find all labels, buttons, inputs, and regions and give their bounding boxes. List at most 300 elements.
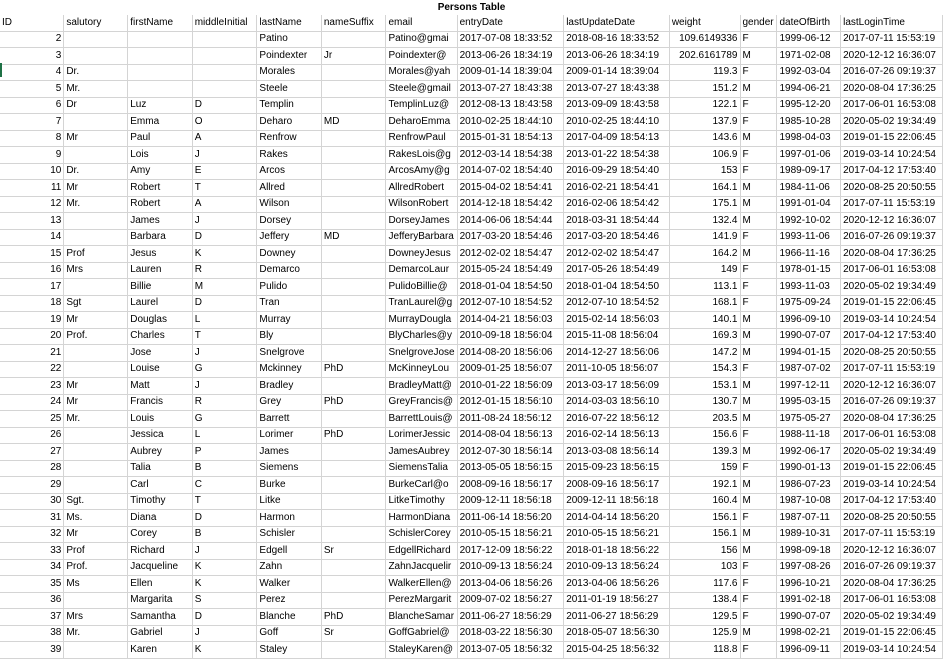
cell-firstName[interactable]: Lauren <box>128 262 192 279</box>
cell-nameSuffix[interactable] <box>321 130 386 147</box>
cell-weight[interactable]: 160.4 <box>669 493 740 510</box>
cell-nameSuffix[interactable] <box>321 81 386 98</box>
cell-firstName[interactable]: Luz <box>128 97 192 114</box>
cell-email[interactable]: DorseyJames <box>386 213 457 230</box>
cell-gender[interactable]: F <box>740 427 777 444</box>
cell-middleInitial[interactable]: K <box>192 576 257 593</box>
cell-email[interactable]: SchislerCorey <box>386 526 457 543</box>
cell-lastLoginTime[interactable]: 2020-08-25 20:50:55 <box>841 345 943 362</box>
cell-entryDate[interactable]: 2018-03-22 18:56:30 <box>457 625 564 642</box>
cell-salutory[interactable]: Mr <box>64 394 128 411</box>
cell-salutory[interactable] <box>64 460 128 477</box>
cell-weight[interactable]: 122.1 <box>669 97 740 114</box>
cell-gender[interactable]: M <box>740 196 777 213</box>
cell-firstName[interactable]: Talia <box>128 460 192 477</box>
cell-entryDate[interactable]: 2014-08-04 18:56:13 <box>457 427 564 444</box>
cell-nameSuffix[interactable]: Jr <box>321 48 386 65</box>
cell-lastLoginTime[interactable]: 2020-12-12 16:36:07 <box>841 48 943 65</box>
cell-lastLoginTime[interactable]: 2020-08-04 17:36:25 <box>841 576 943 593</box>
cell-firstName[interactable]: Robert <box>128 180 192 197</box>
cell-middleInitial[interactable]: G <box>192 411 257 428</box>
cell-nameSuffix[interactable] <box>321 642 386 659</box>
column-header-nameSuffix[interactable]: nameSuffix <box>321 15 386 31</box>
cell-salutory[interactable]: Mr <box>64 130 128 147</box>
cell-gender[interactable]: F <box>740 147 777 164</box>
cell-lastUpdateDate[interactable]: 2013-04-06 18:56:26 <box>564 576 670 593</box>
cell-gender[interactable]: F <box>740 592 777 609</box>
cell-weight[interactable]: 140.1 <box>669 312 740 329</box>
cell-firstName[interactable]: Jessica <box>128 427 192 444</box>
cell-lastUpdateDate[interactable]: 2016-02-06 18:54:42 <box>564 196 670 213</box>
cell-middleInitial[interactable]: D <box>192 97 257 114</box>
cell-nameSuffix[interactable] <box>321 477 386 494</box>
cell-lastUpdateDate[interactable]: 2015-11-08 18:56:04 <box>564 328 670 345</box>
cell-entryDate[interactable]: 2013-04-06 18:56:26 <box>457 576 564 593</box>
cell-ID[interactable]: 5 <box>0 81 64 98</box>
cell-lastLoginTime[interactable]: 2020-08-25 20:50:55 <box>841 180 943 197</box>
cell-firstName[interactable]: Emma <box>128 114 192 131</box>
cell-middleInitial[interactable]: J <box>192 543 257 560</box>
cell-lastUpdateDate[interactable]: 2018-01-04 18:54:50 <box>564 279 670 296</box>
cell-dateOfBirth[interactable]: 1988-11-18 <box>777 427 841 444</box>
cell-gender[interactable]: F <box>740 460 777 477</box>
cell-lastName[interactable]: Edgell <box>257 543 321 560</box>
cell-ID[interactable]: 38 <box>0 625 64 642</box>
cell-salutory[interactable] <box>64 642 128 659</box>
cell-dateOfBirth[interactable]: 1971-02-08 <box>777 48 841 65</box>
cell-dateOfBirth[interactable]: 1997-08-26 <box>777 559 841 576</box>
cell-lastName[interactable]: Pulido <box>257 279 321 296</box>
cell-nameSuffix[interactable] <box>321 345 386 362</box>
cell-lastLoginTime[interactable]: 2019-01-15 22:06:45 <box>841 130 943 147</box>
cell-lastLoginTime[interactable]: 2019-01-15 22:06:45 <box>841 625 943 642</box>
cell-dateOfBirth[interactable]: 1992-06-17 <box>777 444 841 461</box>
cell-middleInitial[interactable]: C <box>192 477 257 494</box>
cell-gender[interactable]: M <box>740 543 777 560</box>
cell-ID[interactable]: 7 <box>0 114 64 131</box>
cell-ID[interactable]: 11 <box>0 180 64 197</box>
cell-dateOfBirth[interactable]: 1987-10-08 <box>777 493 841 510</box>
cell-weight[interactable]: 175.1 <box>669 196 740 213</box>
cell-lastLoginTime[interactable]: 2017-07-11 15:53:19 <box>841 31 943 48</box>
cell-gender[interactable]: M <box>740 444 777 461</box>
cell-ID[interactable]: 4 <box>0 64 64 81</box>
cell-salutory[interactable]: Dr. <box>64 163 128 180</box>
cell-middleInitial[interactable]: T <box>192 328 257 345</box>
cell-weight[interactable]: 156.1 <box>669 526 740 543</box>
cell-ID[interactable]: 21 <box>0 345 64 362</box>
cell-firstName[interactable]: Louis <box>128 411 192 428</box>
cell-entryDate[interactable]: 2014-08-20 18:56:06 <box>457 345 564 362</box>
cell-gender[interactable]: F <box>740 559 777 576</box>
cell-gender[interactable]: F <box>740 609 777 626</box>
cell-middleInitial[interactable] <box>192 48 257 65</box>
cell-lastName[interactable]: Dorsey <box>257 213 321 230</box>
cell-salutory[interactable] <box>64 279 128 296</box>
cell-salutory[interactable]: Sgt. <box>64 493 128 510</box>
cell-lastUpdateDate[interactable]: 2012-07-10 18:54:52 <box>564 295 670 312</box>
cell-nameSuffix[interactable] <box>321 246 386 263</box>
cell-firstName[interactable]: James <box>128 213 192 230</box>
cell-lastUpdateDate[interactable]: 2014-12-27 18:56:06 <box>564 345 670 362</box>
cell-entryDate[interactable]: 2012-08-13 18:43:58 <box>457 97 564 114</box>
cell-weight[interactable]: 159 <box>669 460 740 477</box>
cell-lastLoginTime[interactable]: 2020-05-02 19:34:49 <box>841 279 943 296</box>
cell-gender[interactable]: F <box>740 31 777 48</box>
cell-salutory[interactable] <box>64 229 128 246</box>
cell-salutory[interactable] <box>64 592 128 609</box>
cell-middleInitial[interactable] <box>192 81 257 98</box>
cell-ID[interactable]: 6 <box>0 97 64 114</box>
cell-gender[interactable]: F <box>740 262 777 279</box>
cell-salutory[interactable] <box>64 361 128 378</box>
cell-firstName[interactable]: Jesus <box>128 246 192 263</box>
cell-lastUpdateDate[interactable]: 2013-03-08 18:56:14 <box>564 444 670 461</box>
cell-email[interactable]: TranLaurel@g <box>386 295 457 312</box>
cell-middleInitial[interactable]: D <box>192 229 257 246</box>
cell-ID[interactable]: 29 <box>0 477 64 494</box>
cell-dateOfBirth[interactable]: 1993-11-03 <box>777 279 841 296</box>
cell-lastLoginTime[interactable]: 2017-04-12 17:53:40 <box>841 328 943 345</box>
cell-weight[interactable]: 103 <box>669 559 740 576</box>
column-header-dateOfBirth[interactable]: dateOfBirth <box>777 15 841 31</box>
cell-lastName[interactable]: Murray <box>257 312 321 329</box>
cell-gender[interactable]: F <box>740 97 777 114</box>
cell-lastName[interactable]: Patino <box>257 31 321 48</box>
cell-entryDate[interactable]: 2013-05-05 18:56:15 <box>457 460 564 477</box>
cell-nameSuffix[interactable]: PhD <box>321 427 386 444</box>
cell-firstName[interactable] <box>128 48 192 65</box>
cell-email[interactable]: TemplinLuz@ <box>386 97 457 114</box>
cell-lastLoginTime[interactable]: 2017-06-01 16:53:08 <box>841 97 943 114</box>
cell-gender[interactable]: M <box>740 411 777 428</box>
cell-entryDate[interactable]: 2015-05-24 18:54:49 <box>457 262 564 279</box>
cell-weight[interactable]: 117.6 <box>669 576 740 593</box>
cell-lastLoginTime[interactable]: 2017-07-11 15:53:19 <box>841 526 943 543</box>
cell-lastUpdateDate[interactable]: 2011-01-19 18:56:27 <box>564 592 670 609</box>
cell-nameSuffix[interactable] <box>321 526 386 543</box>
cell-ID[interactable]: 10 <box>0 163 64 180</box>
cell-middleInitial[interactable]: M <box>192 279 257 296</box>
cell-ID[interactable]: 2 <box>0 31 64 48</box>
cell-email[interactable]: DowneyJesus <box>386 246 457 263</box>
cell-weight[interactable]: 119.3 <box>669 64 740 81</box>
cell-ID[interactable]: 3 <box>0 48 64 65</box>
cell-entryDate[interactable]: 2012-01-15 18:56:10 <box>457 394 564 411</box>
cell-lastLoginTime[interactable]: 2019-03-14 10:24:54 <box>841 312 943 329</box>
cell-middleInitial[interactable]: K <box>192 642 257 659</box>
cell-salutory[interactable]: Dr. <box>64 64 128 81</box>
cell-dateOfBirth[interactable]: 1997-12-11 <box>777 378 841 395</box>
cell-middleInitial[interactable]: J <box>192 147 257 164</box>
cell-salutory[interactable] <box>64 48 128 65</box>
cell-salutory[interactable] <box>64 427 128 444</box>
cell-salutory[interactable] <box>64 345 128 362</box>
cell-weight[interactable]: 151.2 <box>669 81 740 98</box>
cell-lastUpdateDate[interactable]: 2018-08-16 18:33:52 <box>564 31 670 48</box>
cell-entryDate[interactable]: 2013-07-05 18:56:32 <box>457 642 564 659</box>
cell-entryDate[interactable]: 2017-07-08 18:33:52 <box>457 31 564 48</box>
cell-lastUpdateDate[interactable]: 2016-02-21 18:54:41 <box>564 180 670 197</box>
cell-gender[interactable]: F <box>740 361 777 378</box>
cell-middleInitial[interactable]: L <box>192 312 257 329</box>
cell-email[interactable]: GoffGabriel@ <box>386 625 457 642</box>
cell-email[interactable]: SiemensTalia <box>386 460 457 477</box>
cell-weight[interactable]: 139.3 <box>669 444 740 461</box>
cell-email[interactable]: BlancheSamar <box>386 609 457 626</box>
cell-lastLoginTime[interactable]: 2019-03-14 10:24:54 <box>841 477 943 494</box>
cell-weight[interactable]: 132.4 <box>669 213 740 230</box>
cell-gender[interactable]: M <box>740 394 777 411</box>
cell-email[interactable]: DemarcoLaur <box>386 262 457 279</box>
cell-nameSuffix[interactable] <box>321 213 386 230</box>
cell-ID[interactable]: 16 <box>0 262 64 279</box>
cell-firstName[interactable]: Louise <box>128 361 192 378</box>
cell-lastUpdateDate[interactable]: 2010-09-13 18:56:24 <box>564 559 670 576</box>
column-header-gender[interactable]: gender <box>740 15 777 31</box>
cell-ID[interactable]: 39 <box>0 642 64 659</box>
cell-gender[interactable]: M <box>740 130 777 147</box>
cell-lastUpdateDate[interactable]: 2018-03-31 18:54:44 <box>564 213 670 230</box>
column-header-ID[interactable]: ID <box>0 15 64 31</box>
cell-email[interactable]: RakesLois@g <box>386 147 457 164</box>
cell-lastLoginTime[interactable]: 2019-01-15 22:06:45 <box>841 295 943 312</box>
cell-ID[interactable]: 13 <box>0 213 64 230</box>
cell-entryDate[interactable]: 2010-05-15 18:56:21 <box>457 526 564 543</box>
cell-salutory[interactable]: Sgt <box>64 295 128 312</box>
cell-weight[interactable]: 192.1 <box>669 477 740 494</box>
cell-lastName[interactable]: Staley <box>257 642 321 659</box>
cell-entryDate[interactable]: 2014-06-06 18:54:44 <box>457 213 564 230</box>
cell-middleInitial[interactable]: A <box>192 130 257 147</box>
cell-gender[interactable]: M <box>740 625 777 642</box>
cell-gender[interactable]: F <box>740 295 777 312</box>
cell-lastLoginTime[interactable]: 2016-07-26 09:19:37 <box>841 64 943 81</box>
cell-dateOfBirth[interactable]: 1994-06-21 <box>777 81 841 98</box>
cell-gender[interactable]: M <box>740 246 777 263</box>
cell-nameSuffix[interactable] <box>321 262 386 279</box>
cell-firstName[interactable]: Amy <box>128 163 192 180</box>
cell-lastName[interactable]: Grey <box>257 394 321 411</box>
cell-middleInitial[interactable]: L <box>192 427 257 444</box>
cell-entryDate[interactable]: 2011-06-14 18:56:20 <box>457 510 564 527</box>
cell-lastUpdateDate[interactable]: 2015-04-25 18:56:32 <box>564 642 670 659</box>
cell-nameSuffix[interactable] <box>321 64 386 81</box>
cell-dateOfBirth[interactable]: 1985-10-28 <box>777 114 841 131</box>
cell-salutory[interactable]: Mr <box>64 378 128 395</box>
cell-salutory[interactable] <box>64 213 128 230</box>
cell-lastLoginTime[interactable]: 2020-12-12 16:36:07 <box>841 378 943 395</box>
cell-firstName[interactable]: Billie <box>128 279 192 296</box>
cell-salutory[interactable]: Prof. <box>64 559 128 576</box>
cell-salutory[interactable]: Prof <box>64 246 128 263</box>
cell-lastUpdateDate[interactable]: 2010-02-25 18:44:10 <box>564 114 670 131</box>
cell-lastName[interactable]: Barrett <box>257 411 321 428</box>
cell-weight[interactable]: 203.5 <box>669 411 740 428</box>
cell-weight[interactable]: 129.5 <box>669 609 740 626</box>
cell-firstName[interactable]: Paul <box>128 130 192 147</box>
cell-lastLoginTime[interactable]: 2020-08-04 17:36:25 <box>841 246 943 263</box>
column-header-salutory[interactable]: salutory <box>64 15 128 31</box>
cell-lastUpdateDate[interactable]: 2017-05-26 18:54:49 <box>564 262 670 279</box>
cell-salutory[interactable]: Mrs <box>64 609 128 626</box>
cell-gender[interactable]: F <box>740 510 777 527</box>
cell-lastName[interactable]: Bly <box>257 328 321 345</box>
cell-email[interactable]: ArcosAmy@g <box>386 163 457 180</box>
cell-firstName[interactable]: Francis <box>128 394 192 411</box>
cell-lastLoginTime[interactable]: 2017-07-11 15:53:19 <box>841 196 943 213</box>
cell-middleInitial[interactable]: T <box>192 180 257 197</box>
cell-gender[interactable]: M <box>740 213 777 230</box>
cell-firstName[interactable]: Lois <box>128 147 192 164</box>
cell-email[interactable]: McKinneyLou <box>386 361 457 378</box>
cell-lastUpdateDate[interactable]: 2016-09-29 18:54:40 <box>564 163 670 180</box>
cell-lastName[interactable]: Perez <box>257 592 321 609</box>
cell-ID[interactable]: 18 <box>0 295 64 312</box>
cell-lastUpdateDate[interactable]: 2018-01-18 18:56:22 <box>564 543 670 560</box>
cell-firstName[interactable]: Richard <box>128 543 192 560</box>
cell-entryDate[interactable]: 2013-06-26 18:34:19 <box>457 48 564 65</box>
cell-nameSuffix[interactable] <box>321 378 386 395</box>
cell-firstName[interactable]: Matt <box>128 378 192 395</box>
cell-entryDate[interactable]: 2014-04-21 18:56:03 <box>457 312 564 329</box>
cell-lastLoginTime[interactable]: 2016-07-26 09:19:37 <box>841 229 943 246</box>
cell-gender[interactable]: F <box>740 279 777 296</box>
cell-weight[interactable]: 156 <box>669 543 740 560</box>
cell-nameSuffix[interactable]: Sr <box>321 625 386 642</box>
cell-nameSuffix[interactable] <box>321 592 386 609</box>
cell-weight[interactable]: 125.9 <box>669 625 740 642</box>
cell-ID[interactable]: 28 <box>0 460 64 477</box>
cell-lastName[interactable]: Zahn <box>257 559 321 576</box>
cell-entryDate[interactable]: 2017-12-09 18:56:22 <box>457 543 564 560</box>
cell-lastLoginTime[interactable]: 2016-07-26 09:19:37 <box>841 394 943 411</box>
cell-entryDate[interactable]: 2013-07-27 18:43:38 <box>457 81 564 98</box>
cell-middleInitial[interactable]: T <box>192 493 257 510</box>
cell-firstName[interactable]: Gabriel <box>128 625 192 642</box>
cell-lastLoginTime[interactable]: 2020-08-04 17:36:25 <box>841 81 943 98</box>
cell-entryDate[interactable]: 2009-01-25 18:56:07 <box>457 361 564 378</box>
cell-lastUpdateDate[interactable]: 2009-12-11 18:56:18 <box>564 493 670 510</box>
cell-lastLoginTime[interactable]: 2020-12-12 16:36:07 <box>841 543 943 560</box>
cell-email[interactable]: BarrettLouis@ <box>386 411 457 428</box>
cell-entryDate[interactable]: 2009-01-14 18:39:04 <box>457 64 564 81</box>
cell-ID[interactable]: 30 <box>0 493 64 510</box>
cell-gender[interactable]: F <box>740 229 777 246</box>
cell-ID[interactable]: 8 <box>0 130 64 147</box>
cell-entryDate[interactable]: 2017-03-20 18:54:46 <box>457 229 564 246</box>
cell-lastLoginTime[interactable]: 2017-04-12 17:53:40 <box>841 163 943 180</box>
cell-entryDate[interactable]: 2014-12-18 18:54:42 <box>457 196 564 213</box>
cell-lastUpdateDate[interactable]: 2017-04-09 18:54:13 <box>564 130 670 147</box>
column-header-weight[interactable]: weight <box>669 15 740 31</box>
cell-ID[interactable]: 17 <box>0 279 64 296</box>
cell-lastName[interactable]: Walker <box>257 576 321 593</box>
cell-dateOfBirth[interactable]: 1996-10-21 <box>777 576 841 593</box>
cell-lastName[interactable]: Jeffery <box>257 229 321 246</box>
cell-firstName[interactable]: Jacqueline <box>128 559 192 576</box>
cell-email[interactable]: JefferyBarbara <box>386 229 457 246</box>
cell-weight[interactable]: 143.6 <box>669 130 740 147</box>
cell-lastName[interactable]: Burke <box>257 477 321 494</box>
cell-ID[interactable]: 14 <box>0 229 64 246</box>
cell-lastUpdateDate[interactable]: 2013-09-09 18:43:58 <box>564 97 670 114</box>
cell-lastLoginTime[interactable]: 2020-08-25 20:50:55 <box>841 510 943 527</box>
cell-middleInitial[interactable]: B <box>192 460 257 477</box>
cell-dateOfBirth[interactable]: 1991-01-04 <box>777 196 841 213</box>
cell-nameSuffix[interactable] <box>321 295 386 312</box>
cell-salutory[interactable] <box>64 114 128 131</box>
cell-ID[interactable]: 24 <box>0 394 64 411</box>
cell-lastUpdateDate[interactable]: 2014-04-14 18:56:20 <box>564 510 670 527</box>
cell-firstName[interactable]: Samantha <box>128 609 192 626</box>
cell-dateOfBirth[interactable]: 1996-09-10 <box>777 312 841 329</box>
cell-lastLoginTime[interactable]: 2020-05-02 19:34:49 <box>841 609 943 626</box>
cell-nameSuffix[interactable] <box>321 493 386 510</box>
cell-salutory[interactable]: Ms <box>64 576 128 593</box>
cell-middleInitial[interactable]: K <box>192 246 257 263</box>
cell-firstName[interactable]: Aubrey <box>128 444 192 461</box>
cell-nameSuffix[interactable] <box>321 97 386 114</box>
cell-dateOfBirth[interactable]: 1989-10-31 <box>777 526 841 543</box>
cell-email[interactable]: WilsonRobert <box>386 196 457 213</box>
cell-nameSuffix[interactable]: MD <box>321 114 386 131</box>
cell-ID[interactable]: 37 <box>0 609 64 626</box>
cell-lastUpdateDate[interactable]: 2008-09-16 18:56:17 <box>564 477 670 494</box>
cell-nameSuffix[interactable] <box>321 576 386 593</box>
cell-lastName[interactable]: Arcos <box>257 163 321 180</box>
cell-email[interactable]: DeharoEmma <box>386 114 457 131</box>
cell-gender[interactable]: M <box>740 48 777 65</box>
cell-firstName[interactable]: Margarita <box>128 592 192 609</box>
cell-middleInitial[interactable]: R <box>192 262 257 279</box>
cell-entryDate[interactable]: 2010-09-18 18:56:04 <box>457 328 564 345</box>
cell-salutory[interactable] <box>64 31 128 48</box>
cell-entryDate[interactable]: 2015-04-02 18:54:41 <box>457 180 564 197</box>
cell-entryDate[interactable]: 2010-02-25 18:44:10 <box>457 114 564 131</box>
cell-firstName[interactable]: Charles <box>128 328 192 345</box>
cell-middleInitial[interactable]: D <box>192 609 257 626</box>
cell-ID[interactable]: 9 <box>0 147 64 164</box>
cell-email[interactable]: PulidoBillie@ <box>386 279 457 296</box>
cell-weight[interactable]: 156.1 <box>669 510 740 527</box>
cell-nameSuffix[interactable]: PhD <box>321 394 386 411</box>
cell-dateOfBirth[interactable]: 1966-11-16 <box>777 246 841 263</box>
cell-firstName[interactable] <box>128 64 192 81</box>
cell-dateOfBirth[interactable]: 1992-10-02 <box>777 213 841 230</box>
cell-firstName[interactable]: Douglas <box>128 312 192 329</box>
cell-weight[interactable]: 109.6149336 <box>669 31 740 48</box>
cell-firstName[interactable]: Robert <box>128 196 192 213</box>
cell-nameSuffix[interactable]: PhD <box>321 609 386 626</box>
cell-weight[interactable]: 168.1 <box>669 295 740 312</box>
cell-nameSuffix[interactable]: Sr <box>321 543 386 560</box>
cell-entryDate[interactable]: 2012-07-30 18:56:14 <box>457 444 564 461</box>
cell-nameSuffix[interactable] <box>321 328 386 345</box>
cell-lastName[interactable]: Morales <box>257 64 321 81</box>
cell-weight[interactable]: 138.4 <box>669 592 740 609</box>
cell-ID[interactable]: 19 <box>0 312 64 329</box>
cell-middleInitial[interactable]: G <box>192 361 257 378</box>
cell-email[interactable]: BlyCharles@y <box>386 328 457 345</box>
cell-lastLoginTime[interactable]: 2016-07-26 09:19:37 <box>841 559 943 576</box>
cell-lastLoginTime[interactable]: 2019-03-14 10:24:54 <box>841 642 943 659</box>
cell-ID[interactable]: 34 <box>0 559 64 576</box>
cell-dateOfBirth[interactable]: 1975-05-27 <box>777 411 841 428</box>
cell-lastLoginTime[interactable]: 2020-12-12 16:36:07 <box>841 213 943 230</box>
cell-email[interactable]: JamesAubrey <box>386 444 457 461</box>
cell-lastName[interactable]: Demarco <box>257 262 321 279</box>
